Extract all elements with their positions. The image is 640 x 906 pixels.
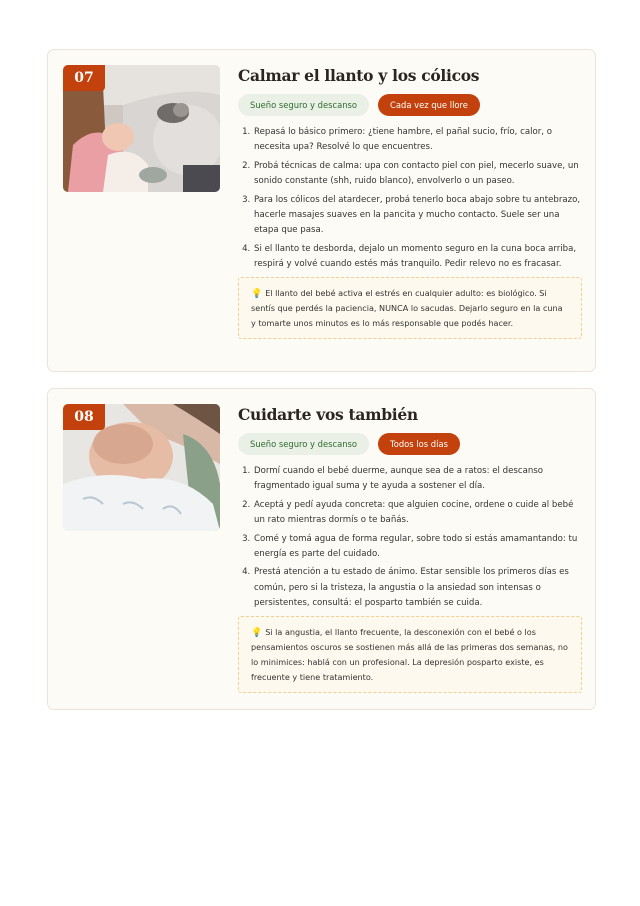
card-title: Cuidarte vos también xyxy=(238,405,418,424)
tag-list xyxy=(238,433,582,455)
category-tag: Sueño seguro y descanso xyxy=(238,433,369,455)
lightbulb-icon: 💡 xyxy=(251,627,263,638)
tip-text: Si la angustia, el llanto frecuente, la desconexión con el bebé o los pensamientos oscuros se sostienen más allá de las primeras dos semanas, no lo minimices: hablá con un profesional. La depresión posparto existe, es frecuente y tiene tratamiento. xyxy=(251,626,569,683)
sleeping-baby-photo xyxy=(63,404,220,531)
frequency-tag: Cada vez que llore xyxy=(378,94,480,116)
tip-card xyxy=(47,388,596,710)
card-content xyxy=(238,403,582,693)
list-item: 3. Comé y tomá agua de forma regular, sobre todo si estás amamantando: tu energía es parte del cuidado. xyxy=(253,532,582,563)
step-number-badge: 08 xyxy=(63,404,105,430)
list-item: 1. Dormí cuando el bebé duerme, aunque sea de a ratos: el descanso fragmentado igual suma y te ayuda a sostener el día. xyxy=(253,464,582,495)
list-item: 4. Prestá atención a tu estado de ánimo. Estar sensible los primeros días es común, pero si la tristeza, la angustia o la ansiedad son intensas o persistentes, consultá: el posparto también se cuida. xyxy=(253,565,582,611)
tip-text: El llanto del bebé activa el estrés en cualquier adulto: es biológico. Si sentís que perdés la paciencia, NUNCA lo sacudas. Dejarlo seguro en la cuna y tomarte unos minutos es lo más responsable que podés hacer. xyxy=(251,287,563,329)
tip-callout xyxy=(238,277,582,339)
category-tag: Sueño seguro y descanso xyxy=(238,94,369,116)
card-title: Calmar el llanto y los cólicos xyxy=(238,66,480,85)
tip-callout xyxy=(238,616,582,693)
lightbulb-icon: 💡 xyxy=(251,288,263,299)
crying-baby-photo xyxy=(63,65,220,192)
list-item: 1. Repasá lo básico primero: ¿tiene hambre, el pañal sucio, frío, calor, o necesita upa? Resolvé lo que encuentres. xyxy=(253,125,582,156)
tip-card xyxy=(47,49,596,372)
steps-list xyxy=(238,464,582,612)
list-item: 4. Si el llanto te desborda, dejalo un momento seguro en la cuna boca arriba, respirá y volvé cuando estés más tranquilo. Pedir relevo no es fracasar. xyxy=(253,242,582,273)
list-item: 2. Aceptá y pedí ayuda concreta: que alguien cocine, ordene o cuide al bebé un rato mientras dormís o te bañás. xyxy=(253,498,582,529)
step-number-badge: 07 xyxy=(63,65,105,91)
list-item: 2. Probá técnicas de calma: upa con contacto piel con piel, mecerlo suave, un sonido constante (shh, ruido blanco), envolverlo o un paseo. xyxy=(253,159,582,190)
list-item: 3. Para los cólicos del atardecer, probá tenerlo boca abajo sobre tu antebrazo, hacerle masajes suaves en la pancita y mucho contacto. Suele ser una etapa que pasa. xyxy=(253,193,582,239)
card-content xyxy=(238,64,582,339)
steps-list xyxy=(238,125,582,273)
frequency-tag: Todos los días xyxy=(378,433,460,455)
tag-list xyxy=(238,94,582,116)
